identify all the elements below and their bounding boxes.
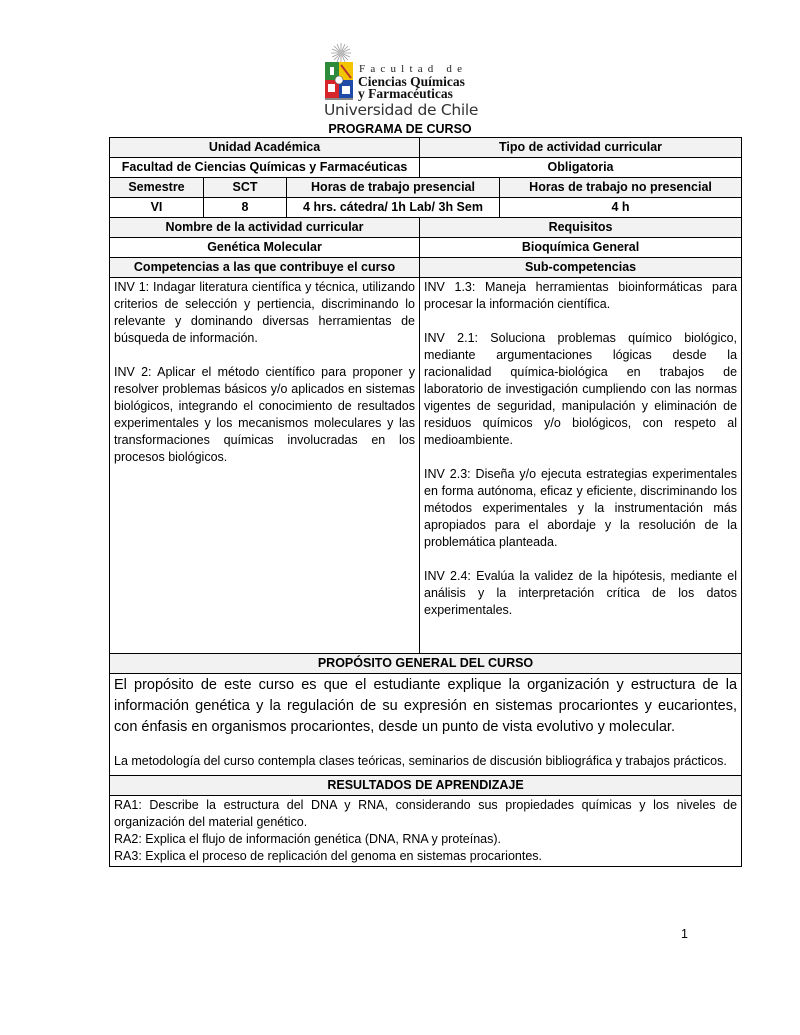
subcompetencias-cell <box>420 278 742 654</box>
nombre-actividad-value: Genética Molecular <box>110 238 420 258</box>
requisitos-label: Requisitos <box>420 218 742 238</box>
table-row <box>110 674 742 776</box>
sct-value: 8 <box>204 198 287 218</box>
university-crest-icon <box>325 62 353 102</box>
semestre-label: Semestre <box>110 178 204 198</box>
table-row <box>110 654 742 674</box>
resultados-cell <box>110 796 742 867</box>
logo-farmaceuticas: y Farmacéuticas <box>358 86 453 101</box>
unidad-academica-label: Unidad Académica <box>110 138 420 158</box>
table-row <box>110 278 742 654</box>
table-row <box>110 138 742 158</box>
table-row <box>110 198 742 218</box>
resultado-item: RA1: Describe la estructura del DNA y RNA, considerando sus propiedades químicas y los niveles de organización del material genético. <box>114 798 738 829</box>
horas-presencial-value: 4 hrs. cátedra/ 1h Lab/ 3h Sem <box>287 198 500 218</box>
competencias-label: Competencias a las que contribuye el curso <box>110 258 420 278</box>
table-row <box>110 796 742 867</box>
horas-no-presencial-label: Horas de trabajo no presencial <box>500 178 742 198</box>
logo-universidad: Universidad de Chile <box>324 101 479 119</box>
horas-no-presencial-value: 4 h <box>500 198 742 218</box>
subcompetencia-item: INV 2.1: Soluciona problemas químico biológico, mediante argumentaciones lógicas desde la racionalidad química-biológica en trabajos de laboratorio de investigación cumpliendo con las normas vigentes de seguridad, manipulación y eliminación de residuos químicos y/o biológicos, con respeto al medioambiente. <box>424 331 738 447</box>
semestre-value: VI <box>110 198 204 218</box>
proposito-cell <box>110 674 742 776</box>
star-emblem-icon <box>330 42 352 64</box>
table-row <box>110 238 742 258</box>
metodologia-text: La metodología del curso contempla clases teóricas, seminarios de discusión bibliográfica y trabajos prácticos. <box>114 754 727 768</box>
resultado-item: RA2: Explica el flujo de información genética (DNA, RNA y proteínas). <box>114 832 501 846</box>
table-row <box>110 178 742 198</box>
tipo-actividad-value: Obligatoria <box>420 158 742 178</box>
logo-facultad-de: Facultad de <box>359 63 468 75</box>
table-row <box>110 776 742 796</box>
requisitos-value: Bioquímica General <box>420 238 742 258</box>
sct-label: SCT <box>204 178 287 198</box>
competencias-cell <box>110 278 420 654</box>
resultado-item: RA3: Explica el proceso de replicación del genoma en sistemas procariontes. <box>114 849 543 863</box>
competencia-item: INV 2: Aplicar el método científico para proponer y resolver problemas básicos y/o aplicados en sistemas biológicos, integrando el conocimiento de resultados experimentales y los mecanismos moleculares y las transformaciones químicas involucradas en los procesos biológicos. <box>114 365 416 464</box>
table-row <box>110 258 742 278</box>
tipo-actividad-label: Tipo de actividad curricular <box>420 138 742 158</box>
competencia-item: INV 1: Indagar literatura científica y técnica, utilizando criterios de selección y pertiencia, discriminando lo relevante y dominando diversas herramientas de búsqueda de información. <box>114 280 416 345</box>
subcompetencia-item: INV 2.3: Diseña y/o ejecuta estrategias experimentales en forma autónoma, eficaz y eficiente, discriminando los métodos experimentales y la instrumentación más apropiados para el abordaje y la resolución de la problemática planteada. <box>424 467 738 549</box>
table-row <box>110 218 742 238</box>
subcompetencia-item: INV 2.4: Evalúa la validez de la hipótesis, mediante el análisis y la interpretación crítica de los datos experimentales. <box>424 569 738 617</box>
horas-presencial-label: Horas de trabajo presencial <box>287 178 500 198</box>
proposito-label: PROPÓSITO GENERAL DEL CURSO <box>110 654 742 674</box>
nombre-actividad-label: Nombre de la actividad curricular <box>110 218 420 238</box>
subcompetencias-label: Sub-competencias <box>420 258 742 278</box>
unidad-academica-value: Facultad de Ciencias Químicas y Farmacéuticas <box>110 158 420 178</box>
document-title: PROGRAMA DE CURSO <box>328 122 472 136</box>
subcompetencia-item: INV 1.3: Maneja herramientas bioinformáticas para procesar la información científica. <box>424 280 738 311</box>
proposito-text: El propósito de este curso es que el estudiante explique la organización y estructura de la información genética y la regulación de su expresión en sistemas procariontes y eucariontes, con énfasis en organismos procariontes, desde un punto de vista evolutivo y molecular. <box>114 677 738 735</box>
resultados-label: RESULTADOS DE APRENDIZAJE <box>110 776 742 796</box>
faculty-logo <box>322 42 482 122</box>
logo-ciencias-quimicas: Ciencias Químicas <box>358 74 465 89</box>
table-row <box>110 158 742 178</box>
course-program-table <box>109 137 742 867</box>
page-number: 1 <box>681 927 688 941</box>
